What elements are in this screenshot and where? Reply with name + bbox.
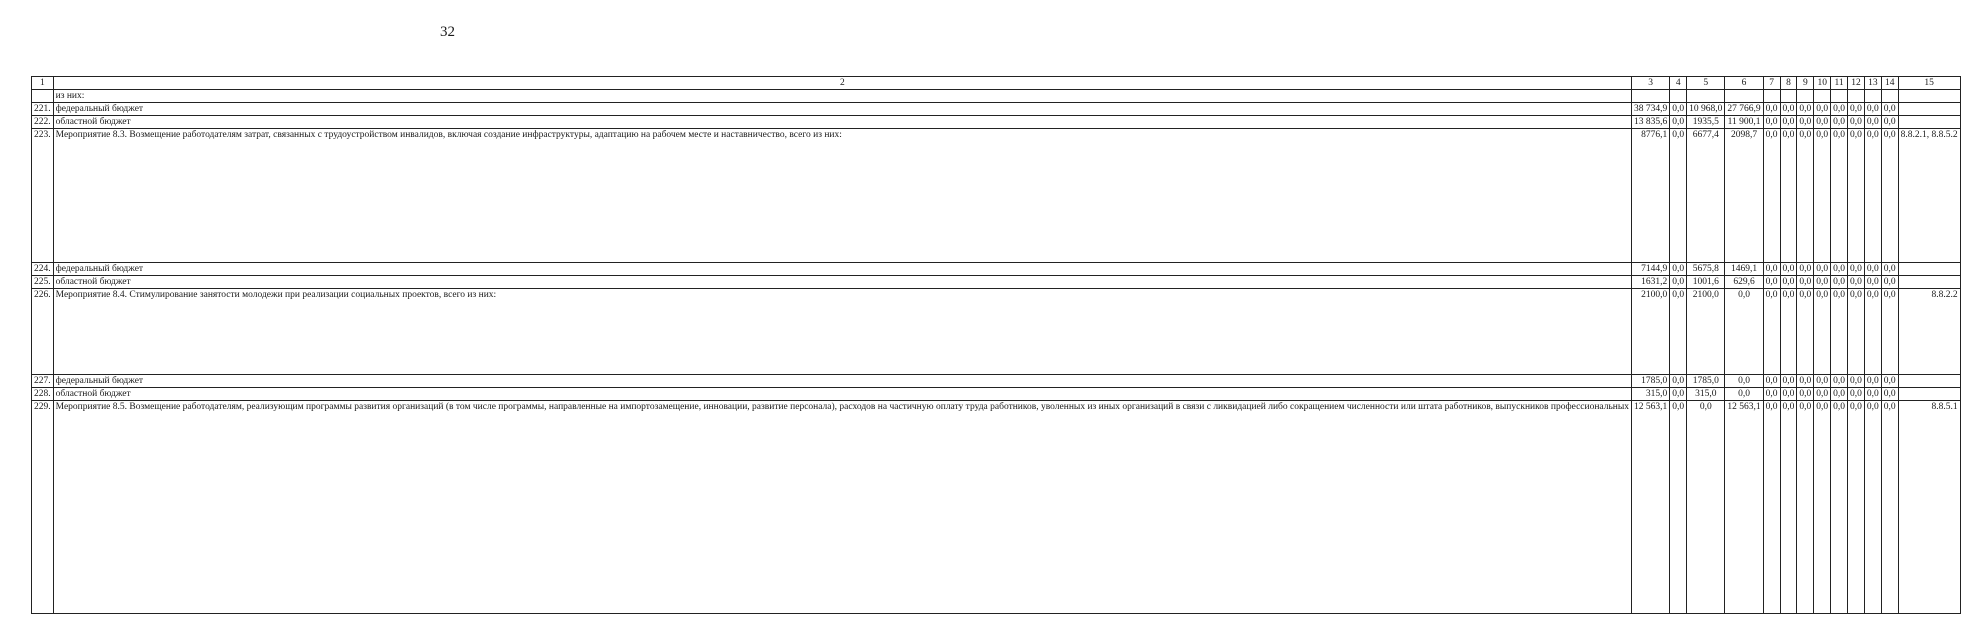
note-row (32, 90, 1961, 103)
cell-col-13: 0,0 (1864, 103, 1881, 116)
table-row (32, 129, 1961, 263)
cell-col-5: 10 968,0 (1687, 103, 1725, 116)
column-header: 3 (1632, 77, 1670, 90)
cell-col-3: 1631,2 (1632, 276, 1670, 289)
cell-col-9: 0,0 (1797, 388, 1814, 401)
row-code (1898, 103, 1960, 116)
cell-col-8: 0,0 (1780, 276, 1797, 289)
cell-col-4: 0,0 (1670, 263, 1687, 276)
row-number: 221. (32, 103, 54, 116)
cell-col-12: 0,0 (1848, 276, 1865, 289)
cell-col-7: 0,0 (1763, 263, 1780, 276)
cell-col-11: 0,0 (1831, 388, 1848, 401)
cell-col-8: 0,0 (1780, 116, 1797, 129)
cell-col-14: 0,0 (1881, 129, 1898, 263)
cell-col-6: 27 766,9 (1725, 103, 1763, 116)
column-header: 8 (1780, 77, 1797, 90)
cell-col-6: 2098,7 (1725, 129, 1763, 263)
cell-col-11: 0,0 (1831, 375, 1848, 388)
cell-col-13: 0,0 (1864, 116, 1881, 129)
row-number: 223. (32, 129, 54, 263)
row-description: федеральный бюджет (53, 263, 1631, 276)
cell-col-3: 12 563,1 (1632, 401, 1670, 614)
cell-col-9: 0,0 (1797, 289, 1814, 375)
row-number: 224. (32, 263, 54, 276)
cell-col-13: 0,0 (1864, 263, 1881, 276)
cell-col-8: 0,0 (1780, 103, 1797, 116)
cell-col-5: 1785,0 (1687, 375, 1725, 388)
cell-col-13: 0,0 (1864, 388, 1881, 401)
column-header: 12 (1848, 77, 1865, 90)
cell-col-11: 0,0 (1831, 129, 1848, 263)
column-header: 13 (1864, 77, 1881, 90)
cell-col-6: 11 900,1 (1725, 116, 1763, 129)
cell-col-3: 1785,0 (1632, 375, 1670, 388)
table-row (32, 276, 1961, 289)
cell-col-10: 0,0 (1814, 289, 1831, 375)
cell-col-10: 0,0 (1814, 103, 1831, 116)
table-row (32, 103, 1961, 116)
row-description: федеральный бюджет (53, 103, 1631, 116)
cell-col-6: 0,0 (1725, 388, 1763, 401)
row-description: федеральный бюджет (53, 375, 1631, 388)
table-row (32, 401, 1961, 614)
cell-col-14: 0,0 (1881, 375, 1898, 388)
cell-col-7: 0,0 (1763, 289, 1780, 375)
cell-col-12: 0,0 (1848, 116, 1865, 129)
cell-col-6: 12 563,1 (1725, 401, 1763, 614)
row-number: 229. (32, 401, 54, 614)
cell-col-7: 0,0 (1763, 388, 1780, 401)
cell-col-14: 0,0 (1881, 401, 1898, 614)
page-number: 32 (440, 24, 455, 40)
cell-col-7: 0,0 (1763, 276, 1780, 289)
column-header: 9 (1797, 77, 1814, 90)
cell-col-9: 0,0 (1797, 401, 1814, 614)
row-code: 8.8.5.1 (1898, 401, 1960, 614)
budget-table (31, 76, 1961, 614)
cell-col-12: 0,0 (1848, 401, 1865, 614)
cell-col-6: 1469,1 (1725, 263, 1763, 276)
row-description: областной бюджет (53, 116, 1631, 129)
cell-col-9: 0,0 (1797, 116, 1814, 129)
cell-col-13: 0,0 (1864, 375, 1881, 388)
row-code: 8.8.2.2 (1898, 289, 1960, 375)
column-header: 1 (32, 77, 54, 90)
cell-col-7: 0,0 (1763, 375, 1780, 388)
row-description: Мероприятие 8.5. Возмещение работодателям, реализующим программы развития организаций (в том числе программы, направленные на импортозамещение, инновации, развитие персонала), расходов на частичную оплату труда работников, уволенных из иных организаций в связи с ликвидацией либо сокращением численности или штата работников, выпускников профессиональных (53, 401, 1631, 614)
cell-col-8: 0,0 (1780, 388, 1797, 401)
cell-col-4: 0,0 (1670, 103, 1687, 116)
cell-col-11: 0,0 (1831, 289, 1848, 375)
cell-col-9: 0,0 (1797, 129, 1814, 263)
row-number: 222. (32, 116, 54, 129)
cell-col-12: 0,0 (1848, 103, 1865, 116)
cell-col-10: 0,0 (1814, 129, 1831, 263)
cell-col-11: 0,0 (1831, 276, 1848, 289)
cell-col-14: 0,0 (1881, 276, 1898, 289)
column-header: 5 (1687, 77, 1725, 90)
cell-col-11: 0,0 (1831, 263, 1848, 276)
row-code (1898, 388, 1960, 401)
table-row (32, 289, 1961, 375)
cell-col-5: 1001,6 (1687, 276, 1725, 289)
cell-col-12: 0,0 (1848, 263, 1865, 276)
cell-col-14: 0,0 (1881, 103, 1898, 116)
row-description: областной бюджет (53, 276, 1631, 289)
cell-col-12: 0,0 (1848, 375, 1865, 388)
cell-col-14: 0,0 (1881, 116, 1898, 129)
cell-col-13: 0,0 (1864, 276, 1881, 289)
cell-col-4: 0,0 (1670, 375, 1687, 388)
column-header: 4 (1670, 77, 1687, 90)
cell-col-8: 0,0 (1780, 263, 1797, 276)
cell-col-4: 0,0 (1670, 129, 1687, 263)
row-description: областной бюджет (53, 388, 1631, 401)
cell-col-13: 0,0 (1864, 289, 1881, 375)
cell-col-7: 0,0 (1763, 116, 1780, 129)
cell-col-9: 0,0 (1797, 276, 1814, 289)
row-number: 226. (32, 289, 54, 375)
column-header: 11 (1831, 77, 1848, 90)
cell-col-10: 0,0 (1814, 116, 1831, 129)
column-header: 7 (1763, 77, 1780, 90)
cell-col-5: 6677,4 (1687, 129, 1725, 263)
cell-col-10: 0,0 (1814, 276, 1831, 289)
cell-col-8: 0,0 (1780, 375, 1797, 388)
cell-col-7: 0,0 (1763, 401, 1780, 614)
cell-col-9: 0,0 (1797, 375, 1814, 388)
note-text: из них: (53, 90, 1631, 103)
cell-col-10: 0,0 (1814, 263, 1831, 276)
cell-col-3: 315,0 (1632, 388, 1670, 401)
table-row (32, 375, 1961, 388)
cell-col-5: 1935,5 (1687, 116, 1725, 129)
row-code (1898, 375, 1960, 388)
cell-col-11: 0,0 (1831, 401, 1848, 614)
cell-col-6: 629,6 (1725, 276, 1763, 289)
cell-col-9: 0,0 (1797, 103, 1814, 116)
cell-col-8: 0,0 (1780, 289, 1797, 375)
cell-col-4: 0,0 (1670, 276, 1687, 289)
cell-col-12: 0,0 (1848, 129, 1865, 263)
cell-col-5: 2100,0 (1687, 289, 1725, 375)
cell-col-3: 7144,9 (1632, 263, 1670, 276)
cell-col-11: 0,0 (1831, 116, 1848, 129)
table-row (32, 116, 1961, 129)
column-header: 6 (1725, 77, 1763, 90)
column-header: 15 (1898, 77, 1960, 90)
cell-col-8: 0,0 (1780, 129, 1797, 263)
cell-col-12: 0,0 (1848, 388, 1865, 401)
cell-col-3: 8776,1 (1632, 129, 1670, 263)
cell-col-7: 0,0 (1763, 129, 1780, 263)
row-code (1898, 276, 1960, 289)
column-header: 10 (1814, 77, 1831, 90)
cell-col-13: 0,0 (1864, 129, 1881, 263)
cell-col-8: 0,0 (1780, 401, 1797, 614)
cell-col-6: 0,0 (1725, 375, 1763, 388)
table-row (32, 263, 1961, 276)
cell-col-10: 0,0 (1814, 375, 1831, 388)
cell-col-9: 0,0 (1797, 263, 1814, 276)
cell-col-5: 315,0 (1687, 388, 1725, 401)
cell-col-14: 0,0 (1881, 388, 1898, 401)
cell-col-14: 0,0 (1881, 263, 1898, 276)
cell-col-12: 0,0 (1848, 289, 1865, 375)
cell-col-5: 0,0 (1687, 401, 1725, 614)
cell-col-4: 0,0 (1670, 116, 1687, 129)
cell-col-14: 0,0 (1881, 289, 1898, 375)
cell-col-3: 38 734,9 (1632, 103, 1670, 116)
cell-col-4: 0,0 (1670, 289, 1687, 375)
row-number: 228. (32, 388, 54, 401)
cell-col-10: 0,0 (1814, 388, 1831, 401)
cell-col-13: 0,0 (1864, 401, 1881, 614)
cell-col-11: 0,0 (1831, 103, 1848, 116)
row-code (1898, 116, 1960, 129)
header-row (32, 77, 1961, 90)
cell-col-3: 13 835,6 (1632, 116, 1670, 129)
row-description: Мероприятие 8.3. Возмещение работодателям затрат, связанных с трудоустройством инвалидов, включая создание инфраструктуры, адаптацию на рабочем месте и наставничество, всего из них: (53, 129, 1631, 263)
row-description: Мероприятие 8.4. Стимулирование занятости молодежи при реализации социальных проектов, всего из них: (53, 289, 1631, 375)
row-number: 225. (32, 276, 54, 289)
row-code (1898, 263, 1960, 276)
cell-col-6: 0,0 (1725, 289, 1763, 375)
row-code: 8.8.2.1, 8.8.5.2 (1898, 129, 1960, 263)
cell-col-3: 2100,0 (1632, 289, 1670, 375)
cell-col-7: 0,0 (1763, 103, 1780, 116)
cell-col-5: 5675,8 (1687, 263, 1725, 276)
cell-col-4: 0,0 (1670, 401, 1687, 614)
row-number: 227. (32, 375, 54, 388)
cell-col-10: 0,0 (1814, 401, 1831, 614)
column-header: 2 (53, 77, 1631, 90)
cell-col-4: 0,0 (1670, 388, 1687, 401)
table-row (32, 388, 1961, 401)
column-header: 14 (1881, 77, 1898, 90)
